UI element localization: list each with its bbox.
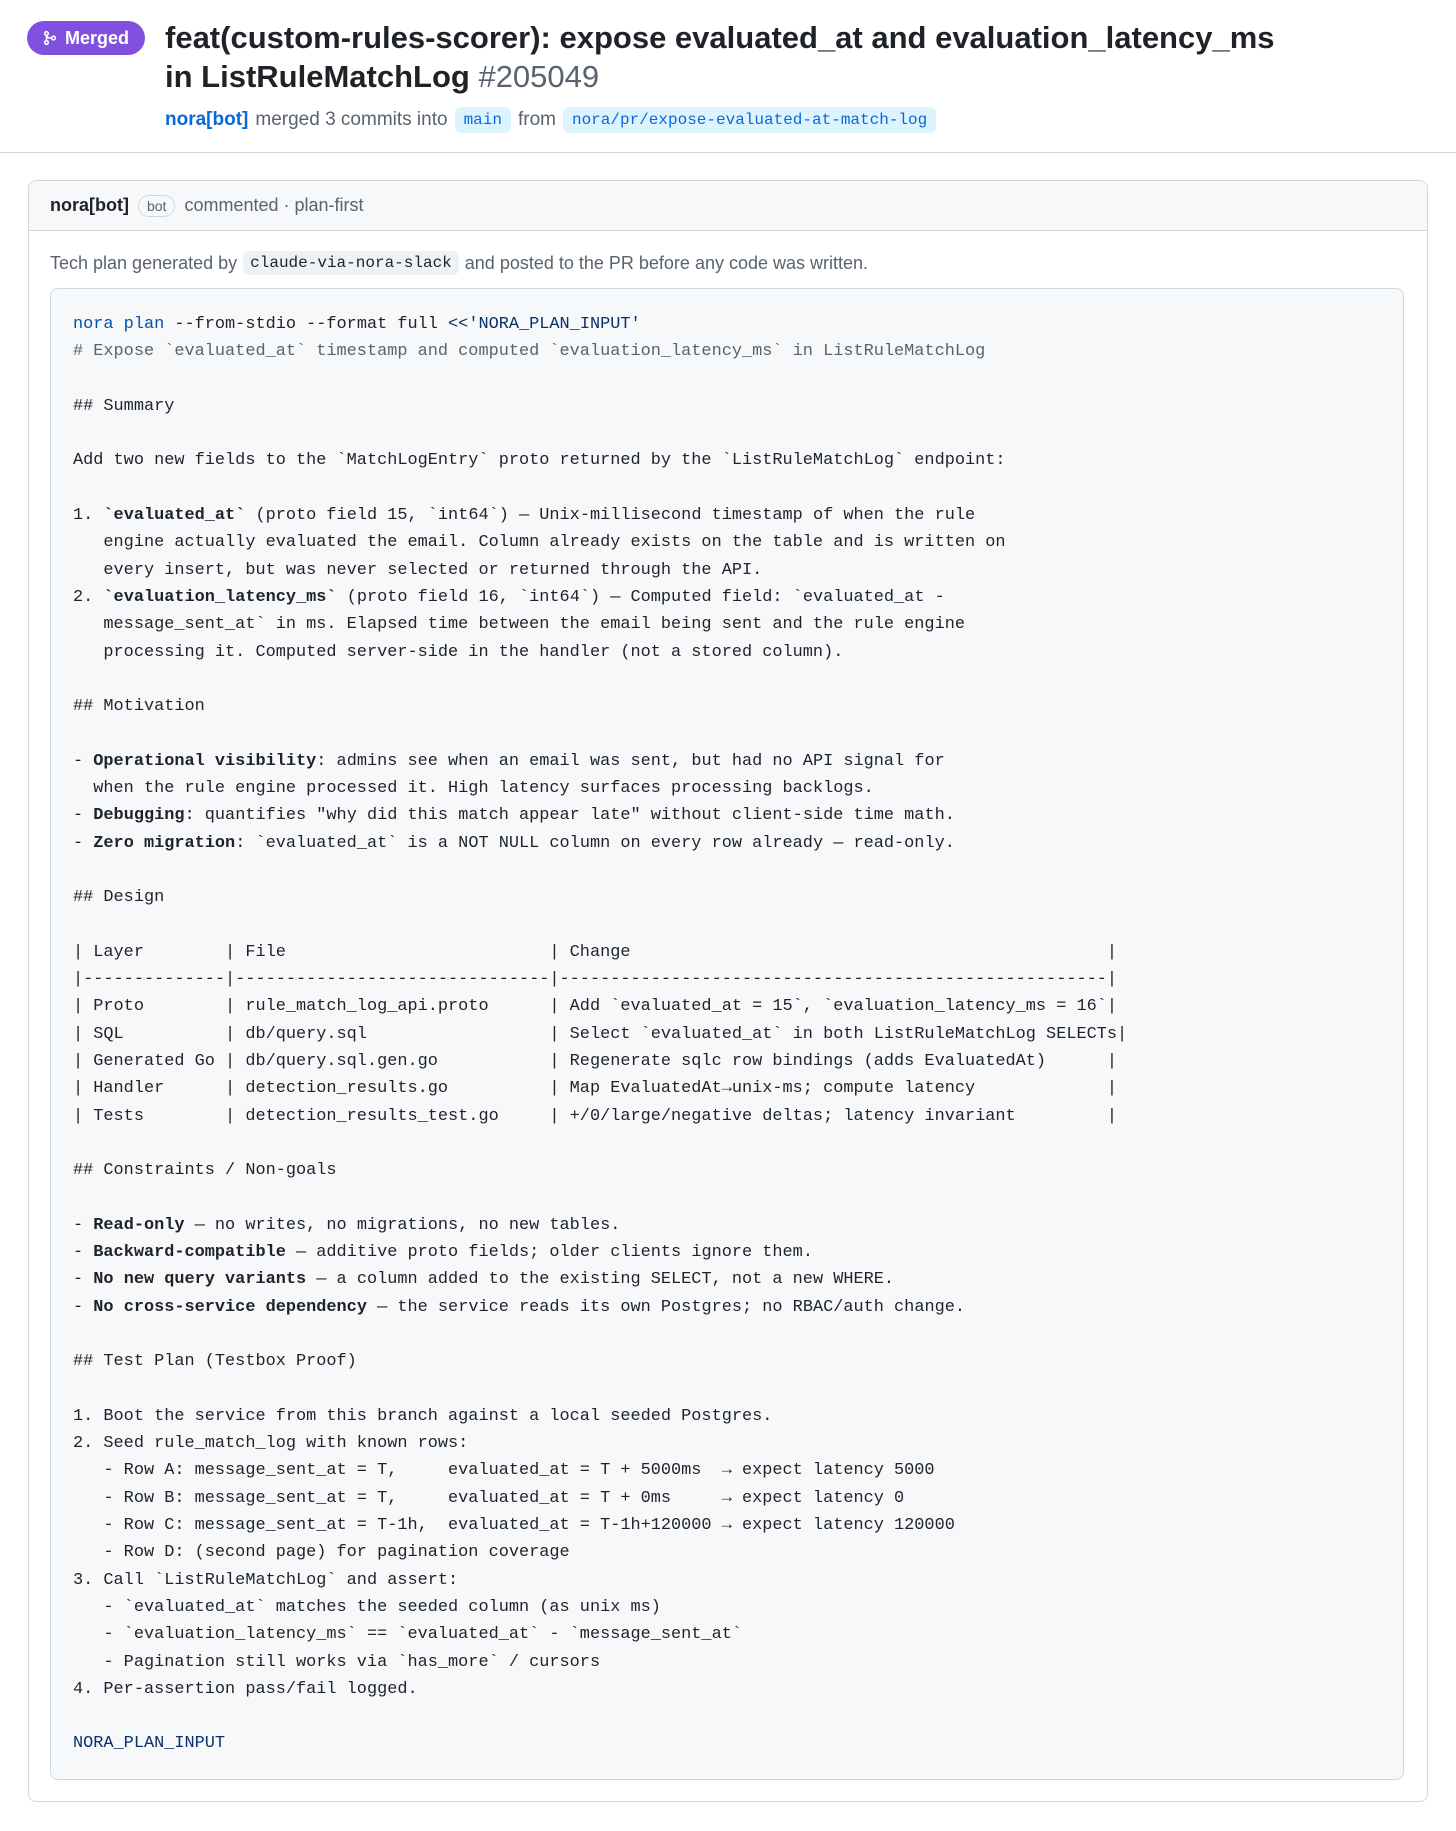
plan-line: [73, 693, 1381, 720]
plan-text: | Handler | detection_results.go | Map EvaluatedAt→unix-ms; compute latency |: [73, 1079, 1118, 1099]
plan-text: --from-stdio --format full: [164, 315, 449, 334]
plan-line: [73, 529, 1381, 556]
plan-line: [73, 884, 1381, 911]
plan-line: [73, 1212, 1381, 1239]
plan-text: No new query variants: [93, 1270, 307, 1290]
plan-line: [73, 639, 1381, 666]
plan-text: Add two new fields to the `MatchLogEntry` proto returned by the `ListRuleMatchLog` endpoint:: [73, 451, 1006, 471]
plan-text: ## Summary: [73, 396, 175, 416]
plan-line: [73, 1321, 1381, 1348]
pr-title-text: feat(custom-rules-scorer): expose evaluated_at and evaluation_latency_ms in ListRuleMatchLog: [165, 20, 1275, 94]
merge-text: merged 3 commits into: [255, 109, 448, 130]
plan-text: -: [73, 1297, 94, 1317]
from-text: from: [517, 109, 556, 130]
plan-line: [73, 666, 1381, 693]
plan-text: every insert, but was never selected or returned through the API.: [73, 560, 763, 580]
plan-line: [73, 857, 1381, 884]
plan-text: 2.: [73, 587, 104, 607]
plan-text: - `evaluation_latency_ms` == `evaluated_at` - `message_sent_at`: [73, 1625, 742, 1645]
plan-line: [73, 447, 1381, 474]
head-branch-link[interactable]: nora/pr/expose-evaluated-at-match-log: [563, 107, 936, 133]
plan-text: ## Constraints / Non-goals: [73, 1161, 337, 1181]
plan-text: (proto field 16, `int64`) — Computed field: `evaluated_at -: [336, 587, 945, 607]
plan-text: -: [73, 751, 94, 771]
comment-header: [29, 181, 1427, 231]
plan-line: [73, 1348, 1381, 1375]
plan-line: [73, 1185, 1381, 1212]
plan-text: — additive proto fields; older clients ignore them.: [285, 1243, 813, 1263]
plan-text: - `evaluated_at` matches the seeded column (as unix ms): [73, 1597, 661, 1617]
plan-line: [73, 1730, 1381, 1757]
plan-text: : `evaluated_at` is a NOT NULL column on every row already — read-only.: [235, 833, 955, 853]
plan-text: nora plan: [73, 315, 165, 334]
plan-text: Backward-compatible: [93, 1243, 286, 1263]
plan-text: |--------------|-------------------------------|------------------------------------------------------|: [73, 970, 1118, 990]
plan-line: [73, 830, 1381, 857]
pr-number: #205049: [478, 59, 600, 94]
plan-text: | Generated Go | db/query.sql.gen.go | Regenerate sqlc row bindings (adds EvaluatedAt) |: [73, 1052, 1118, 1072]
plan-text: | Tests | detection_results_test.go | +/0/large/negative deltas; latency invariant |: [73, 1106, 1118, 1126]
plan-text: # Expose `evaluated_at` timestamp and computed `evaluation_latency_ms` in ListRuleMatchLog: [73, 342, 986, 362]
comment-intro: [50, 251, 868, 275]
plan-line: [73, 1403, 1381, 1430]
plan-line: [73, 1157, 1381, 1184]
plan-line: [73, 1539, 1381, 1566]
plan-line: [73, 611, 1381, 638]
pr-meta: [165, 107, 936, 133]
intro-code: claude-via-nora-slack: [243, 251, 459, 275]
plan-line: [73, 1649, 1381, 1676]
merge-icon: [42, 30, 58, 46]
plan-text: -: [73, 1270, 94, 1290]
plan-line: [73, 338, 1381, 365]
plan-line: [73, 1075, 1381, 1102]
plan-line: [73, 420, 1381, 447]
plan-line: [73, 584, 1381, 611]
plan-line: [73, 1621, 1381, 1648]
intro-before: Tech plan generated by: [50, 252, 238, 273]
plan-text: - Row B: message_sent_at = T, evaluated_at = T + 0ms → expect latency 0: [73, 1488, 905, 1508]
plan-line: [73, 1294, 1381, 1321]
plan-text: Read-only: [93, 1215, 185, 1235]
plan-text: engine actually evaluated the email. Column already exists on the table and is written on: [73, 533, 1006, 553]
plan-text: - Row C: message_sent_at = T-1h, evaluated_at = T-1h+120000 → expect latency 120000: [73, 1516, 955, 1536]
plan-text: — no writes, no migrations, no new tables.: [184, 1215, 621, 1235]
plan-text: 4. Per-assertion pass/fail logged.: [73, 1679, 418, 1699]
plan-text: - Row A: message_sent_at = T, evaluated_at = T + 5000ms → expect latency 5000: [73, 1461, 935, 1481]
plan-text: <<'NORA_PLAN_INPUT': [448, 315, 641, 334]
plan-line: [73, 311, 1381, 338]
comment-action: commented · plan-first: [184, 195, 364, 215]
plan-line: [73, 1703, 1381, 1730]
base-branch-link[interactable]: main: [455, 107, 511, 133]
plan-text: 1.: [73, 506, 104, 526]
plan-line: [73, 1457, 1381, 1484]
plan-line: [73, 1266, 1381, 1293]
plan-line: [73, 1376, 1381, 1403]
plan-text: NORA_PLAN_INPUT: [73, 1734, 226, 1754]
plan-line: [73, 748, 1381, 775]
plan-line: [73, 1103, 1381, 1130]
plan-text: | SQL | db/query.sql | Select `evaluated_at` in both ListRuleMatchLog SELECTs|: [73, 1024, 1128, 1044]
plan-text: when the rule engine processed it. High latency surfaces processing backlogs.: [73, 779, 874, 799]
plan-line: [73, 1567, 1381, 1594]
plan-text: ## Test Plan (Testbox Proof): [73, 1352, 357, 1372]
plan-line: [73, 1676, 1381, 1703]
plan-text: ## Motivation: [73, 697, 205, 717]
plan-line: [73, 966, 1381, 993]
plan-text: (proto field 15, `int64`) — Unix-millisecond timestamp of when the rule: [245, 506, 976, 526]
plan-line: [73, 1021, 1381, 1048]
plan-line: [73, 475, 1381, 502]
plan-line: [73, 393, 1381, 420]
plan-text: `evaluation_latency_ms`: [103, 587, 337, 607]
state-label: Merged: [65, 27, 130, 48]
plan-text: : quantifies "why did this match appear late" without client-side time math.: [184, 806, 955, 826]
plan-text: message_sent_at` in ms. Elapsed time between the email being sent and the rule engine: [73, 615, 965, 635]
plan-line: [73, 993, 1381, 1020]
plan-code: [51, 289, 1403, 1758]
plan-text: 2. Seed rule_match_log with known rows:: [73, 1434, 469, 1454]
plan-text: : admins see when an email was sent, but had no API signal for: [316, 751, 945, 771]
plan-line: [73, 366, 1381, 393]
plan-line: [73, 1512, 1381, 1539]
plan-text: ## Design: [73, 888, 165, 908]
plan-line: [73, 1594, 1381, 1621]
plan-line: [73, 720, 1381, 747]
merged-state-badge: [27, 21, 145, 55]
plan-code-block: [50, 288, 1404, 1780]
plan-text: Operational visibility: [93, 751, 317, 771]
plan-text: Debugging: [93, 806, 185, 826]
plan-line: [73, 1048, 1381, 1075]
author-link[interactable]: nora[bot]: [165, 109, 249, 130]
plan-text: 1. Boot the service from this branch against a local seeded Postgres.: [73, 1406, 773, 1426]
plan-line: [73, 775, 1381, 802]
plan-line: [73, 939, 1381, 966]
plan-text: processing it. Computed server-side in the handler (not a stored column).: [73, 642, 844, 662]
plan-line: [73, 1485, 1381, 1512]
plan-text: `evaluated_at`: [103, 506, 246, 526]
plan-text: -: [73, 833, 94, 853]
pr-header: [0, 0, 1456, 153]
intro-after: and posted to the PR before any code was written.: [464, 252, 869, 273]
plan-text: - Pagination still works via `has_more` / cursors: [73, 1652, 601, 1672]
plan-text: -: [73, 1215, 94, 1235]
plan-text: Zero migration: [93, 833, 236, 853]
plan-text: - Row D: (second page) for pagination coverage: [73, 1543, 570, 1563]
plan-line: [73, 1430, 1381, 1457]
plan-text: No cross-service dependency: [93, 1297, 367, 1317]
plan-line: [73, 802, 1381, 829]
plan-text: -: [73, 1243, 94, 1263]
plan-line: [73, 1239, 1381, 1266]
plan-line: [73, 557, 1381, 584]
plan-line: [73, 502, 1381, 529]
page-title: [165, 18, 1295, 96]
plan-text: — the service reads its own Postgres; no RBAC/auth change.: [366, 1297, 965, 1317]
plan-line: [73, 912, 1381, 939]
bot-badge: bot: [138, 195, 175, 217]
plan-line: [73, 1130, 1381, 1157]
plan-text: | Layer | File | Change |: [73, 942, 1118, 962]
plan-text: 3. Call `ListRuleMatchLog` and assert:: [73, 1570, 459, 1590]
comment-author-link[interactable]: nora[bot]: [50, 195, 129, 215]
plan-text: | Proto | rule_match_log_api.proto | Add `evaluated_at = 15`, `evaluation_latency_ms = 16`|: [73, 997, 1118, 1017]
plan-text: -: [73, 806, 94, 826]
comment-card: [28, 180, 1428, 1802]
plan-text: — a column added to the existing SELECT, not a new WHERE.: [306, 1270, 895, 1290]
